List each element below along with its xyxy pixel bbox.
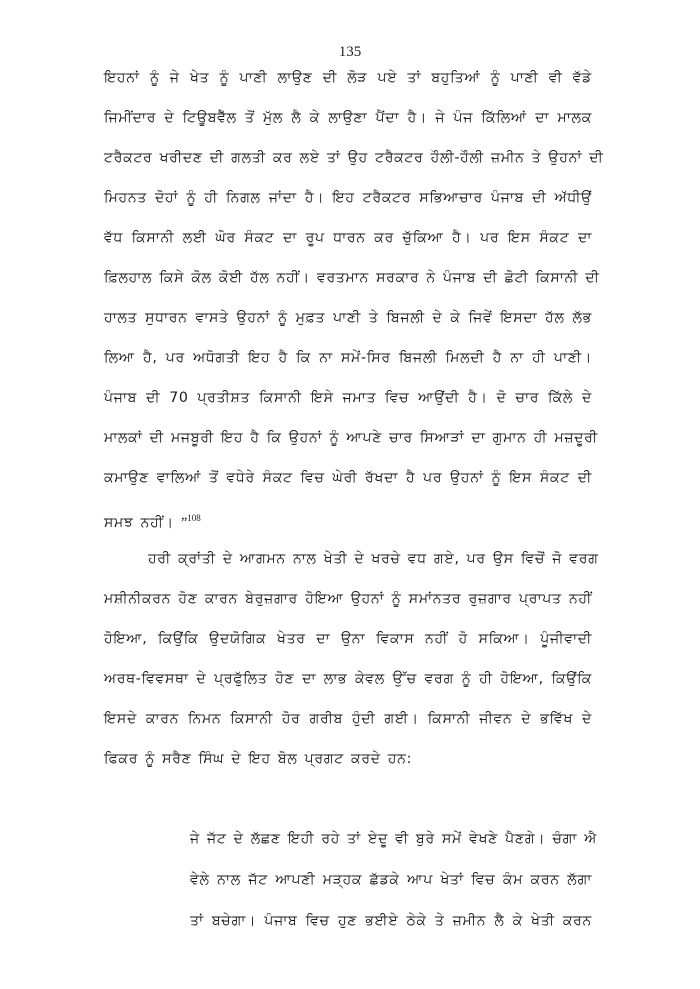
text-line: ਵੱਧ ਕਿਸਾਨੀ ਲਈ ਘੋਰ ਸੰਕਟ ਦਾ ਰੂਪ ਧਾਰਨ ਕਰ ਚੁੱਕਿਆ ਹੈ। ਪਰ ਇਸ ਸੰਕਟ ਦਾ	[104, 230, 592, 246]
text-line: ਮਸ਼ੀਨੀਕਰਨ ਹੋਣ ਕਾਰਨ ਬੇਰੁਜ਼ਗਾਰ ਹੋਇਆ ਉਹਨਾਂ ਨੂੰ ਸਮਾਂਨਤਰ ਰੁਜ਼ਗਾਰ ਪ੍ਰਾਪਤ ਨਹੀਂ	[104, 591, 592, 607]
page-number: 135	[338, 44, 362, 60]
text-line: ਜਿਮੀਂਦਾਰ ਦੇ ਟਿਊਬਵੈੱਲ ਤੋਂ ਮੁੱਲ ਲੈ ਕੇ ਲਾਉਣਾ ਪੈਂਦਾ ਹੈ। ਜੇ ਪੰਜ ਕਿੱਲਿਆਂ ਦਾ ਮਾਲਕ	[104, 110, 592, 126]
text-line: ਹਾਲਤ ਸੁਧਾਰਨ ਵਾਸਤੇ ਉਹਨਾਂ ਨੂੰ ਮੁਫ਼ਤ ਪਾਣੀ ਤੇ ਬਿਜਲੀ ਦੇ ਕੇ ਜਿਵੇਂ ਇਸਦਾ ਹੱਲ ਲੱਭ	[104, 310, 592, 326]
text-line-last	[104, 498, 592, 538]
text-line: ਫਿਕਰ ਨੂੰ ਸਰੈਣ ਸਿੰਘ ਦੇ ਇਹ ਬੋਲ ਪ੍ਰਗਟ ਕਰਦੇ ਹਨ:	[104, 751, 412, 767]
text-line: ਇਸਦੇ ਕਾਰਨ ਨਿਮਨ ਕਿਸਾਨੀ ਹੋਰ ਗਰੀਬ ਹੁੰਦੀ ਗਈ। ਕਿਸਾਨੀ ਜੀਵਨ ਦੇ ਭਵਿੱਖ ਦੇ	[104, 711, 592, 727]
quote-line: ਜੇ ਜੱਟ ਦੇ ਲੱਛਣ ਇਹੀ ਰਹੇ ਤਾਂ ਏਦੂ ਵੀ ਬੁਰੇ ਸਮੇਂ ਵੇਖਣੇ ਪੈਣਗੇ। ਚੰਗਾ ਐ	[190, 831, 598, 847]
text-line: ਹਰੀ ਕ੍ਰਾਂਤੀ ਦੇ ਆਗਮਨ ਨਾਲ ਖੇਤੀ ਦੇ ਖਰਚੇ ਵਧ ਗਏ, ਪਰ ਉਸ ਵਿਚੋਂ ਜੋ ਵਰਗ	[148, 551, 599, 567]
text-line: ਅਰਥ-ਵਿਵਸਥਾ ਦੇ ਪ੍ਰਫੁੱਲਿਤ ਹੋਣ ਦਾ ਲਾਭ ਕੇਵਲ ਉੱਚ ਵਰਗ ਨੂੰ ਹੀ ਹੋਇਆ, ਕਿਉਂਕਿ	[104, 671, 592, 687]
footnote-reference[interactable]: 108	[187, 513, 201, 523]
text-line: ਕਮਾਉਣ ਵਾਲਿਆਂ ਤੋਂ ਵਧੇਰੇ ਸੰਕਟ ਵਿਚ ਘੇਰੀ ਰੱਖਦਾ ਹੈ ਪਰ ਉਹਨਾਂ ਨੂੰ ਇਸ ਸੰਕਟ ਦੀ	[104, 470, 592, 486]
text-line: ਲਿਆ ਹੈ, ਪਰ ਅਧੋਗਤੀ ਇਹ ਹੈ ਕਿ ਨਾ ਸਮੇਂ-ਸਿਰ ਬਿਜਲੀ ਮਿਲਦੀ ਹੈ ਨਾ ਹੀ ਪਾਣੀ।	[104, 350, 592, 366]
quote-line: ਤਾਂ ਬਚੇਗਾ। ਪੰਜਾਬ ਵਿਚ ਹੁਣ ਭਈਏ ਠੇਕੇ ਤੇ ਜ਼ਮੀਨ ਲੈ ਕੇ ਖੇਤੀ ਕਰਨ	[190, 913, 592, 929]
text-line: ਇਹਨਾਂ ਨੂੰ ਜੇ ਖੇਤ ਨੂੰ ਪਾਣੀ ਲਾਉਣ ਦੀ ਲੋੜ ਪਏ ਤਾਂ ਬਹੁਤਿਆਂ ਨੂੰ ਪਾਣੀ ਵੀ ਵੱਡੇ	[104, 70, 592, 86]
text-line: ਮਿਹਨਤ ਦੋਹਾਂ ਨੂੰ ਹੀ ਨਿਗਲ ਜਾਂਦਾ ਹੈ। ਇਹ ਟਰੈਕਟਰ ਸਭਿਆਚਾਰ ਪੰਜਾਬ ਦੀ ਅੱਧੀਉਂ	[104, 190, 592, 206]
paragraph-quoted-continuation	[104, 58, 604, 538]
closing-quote-mark: ”	[180, 515, 188, 531]
text-line: ਮਾਲਕਾਂ ਦੀ ਮਜਬੂਰੀ ਇਹ ਹੈ ਕਿ ਉਹਨਾਂ ਨੂੰ ਆਪਣੇ ਚਾਰ ਸਿਆੜਾਂ ਦਾ ਗੁਮਾਨ ਹੀ ਮਜ਼ਦੂਰੀ	[104, 430, 598, 446]
text-line: ਪੰਜਾਬ ਦੀ 70 ਪ੍ਰਤੀਸ਼ਤ ਕਿਸਾਨੀ ਇਸੇ ਜਮਾਤ ਵਿਚ ਆਉਂਦੀ ਹੈ। ਦੋ ਚਾਰ ਕਿੱਲੇ ਦੇ	[104, 390, 592, 406]
text-line: ਟਰੈਕਟਰ ਖਰੀਦਣ ਦੀ ਗਲਤੀ ਕਰ ਲਏ ਤਾਂ ਉਹ ਟਰੈਕਟਰ ਹੌਲੀ-ਹੌਲੀ ਜ਼ਮੀਨ ਤੇ ਉਹਨਾਂ ਦੀ	[104, 150, 604, 166]
block-quote	[190, 819, 598, 942]
text-line-content: ਸਮਝ ਨਹੀਂ।	[104, 515, 174, 531]
text-line: ਹੋਇਆ, ਕਿਉਂਕਿ ਉਦਯੋਗਿਕ ਖੇਤਰ ਦਾ ਉਨਾ ਵਿਕਾਸ ਨਹੀਂ ਹੋ ਸਕਿਆ। ਪੂੰਜੀਵਾਦੀ	[104, 631, 592, 647]
paragraph-green-revolution	[104, 539, 599, 779]
text-line: ਫ਼ਿਲਹਾਲ ਕਿਸੇ ਕੋਲ ਕੋਈ ਹੱਲ ਨਹੀਂ। ਵਰਤਮਾਨ ਸਰਕਾਰ ਨੇ ਪੰਜਾਬ ਦੀ ਛੋਟੀ ਕਿਸਾਨੀ ਦੀ	[104, 270, 600, 286]
quote-line: ਵੇਲੇ ਨਾਲ ਜੱਟ ਆਪਣੀ ਮੜ੍ਹਕ ਛੱਡਕੇ ਆਪ ਖੇਤਾਂ ਵਿਚ ਕੰਮ ਕਰਨ ਲੱਗਾ	[190, 872, 592, 888]
